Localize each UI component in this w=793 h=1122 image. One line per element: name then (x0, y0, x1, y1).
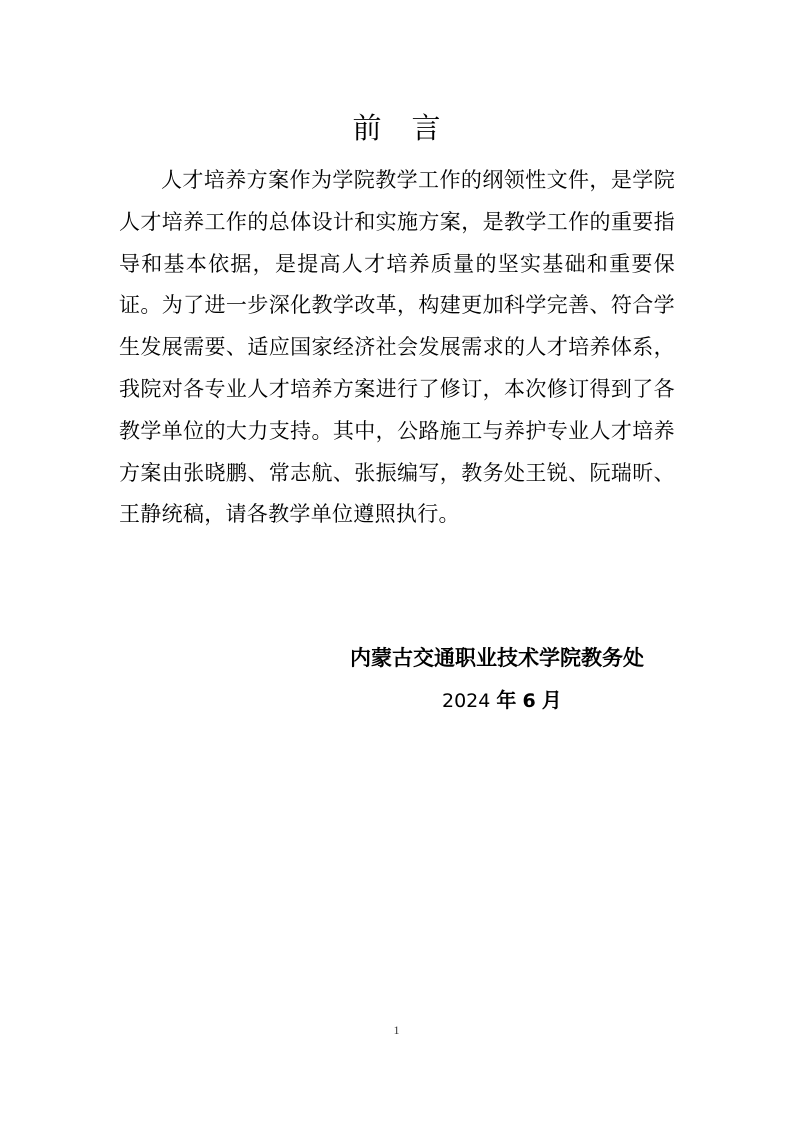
date-year: 2024 (442, 690, 491, 712)
date-year-unit: 年 (496, 688, 517, 712)
date-month: 6 (522, 690, 536, 712)
issue-date (442, 685, 562, 716)
date-month-unit: 月 (541, 688, 562, 712)
title-char-2: 言 (411, 111, 441, 145)
page-title (0, 108, 793, 148)
preface-paragraph: 人才培养方案作为学院教学工作的纲领性文件，是学院人才培养工作的总体设计和实施方案，是教学工作的重要指导和基本依据，是提高人才培养质量的坚实基础和重要保证。为了进一步深化教学改革，构建更加科学完善、符合学生发展需要、适应国家经济社会发展需求的人才培养体系，我院对各专业人才培养方案进行了修订，本次修订得到了各教学单位的大力支持。其中，公路施工与养护专业人才培养方案由张晓鹏、常志航、张振编写，教务处王锐、阮瑞昕、王静统稿，请各教学单位遵照执行。 (119, 168, 675, 527)
page-number: 1 (393, 1023, 400, 1037)
issuer-signature: 内蒙古交通职业技术学院教务处 (350, 646, 644, 670)
title-char-1: 前 (352, 111, 382, 145)
